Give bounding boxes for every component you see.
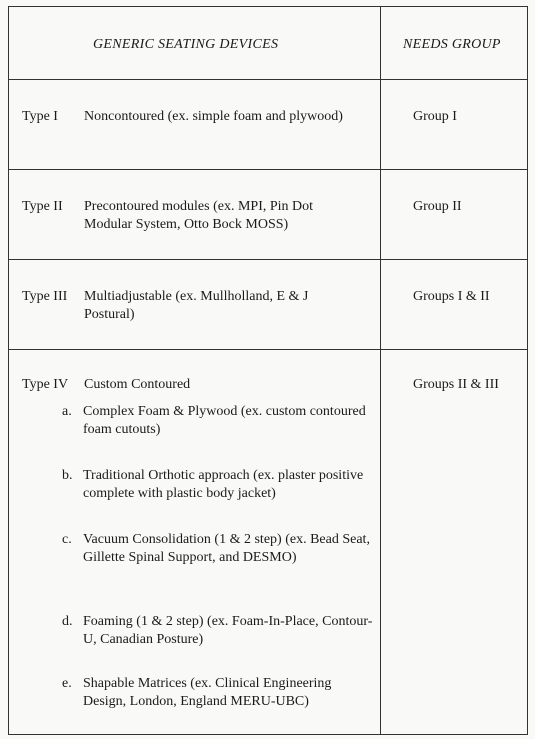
subitem (62, 467, 377, 507)
subitem-letter: a. (62, 404, 72, 419)
subitem-text: Vacuum Consolidation (1 & 2 step) (ex. Bead Seat, Gillette Spinal Support, and DESMO) (83, 532, 370, 565)
subitem-letter: e. (62, 676, 72, 691)
subitem-letter: d. (62, 614, 73, 629)
row-needs-group: Groups I & II (413, 289, 490, 304)
subitem-text: Shapable Matrices (ex. Clinical Engineering Design, London, England MERU-UBC) (83, 676, 332, 709)
header-needs-group: NEEDS GROUP (403, 37, 501, 52)
row-description: Precontoured modules (ex. MPI, Pin Dot Modular System, Otto Bock MOSS) (84, 199, 314, 232)
header-devices: GENERIC SEATING DEVICES (93, 37, 279, 52)
subitem (62, 613, 377, 653)
row-divider (9, 349, 527, 350)
row-needs-group: Group II (413, 199, 462, 214)
row-divider (9, 259, 527, 260)
row-description: Noncontoured (ex. simple foam and plywood) (84, 109, 343, 124)
row-type: Type III (22, 289, 68, 304)
column-divider (380, 7, 381, 734)
row-divider (9, 79, 527, 80)
row-divider (9, 169, 527, 170)
subitem-text: Traditional Orthotic approach (ex. plaster positive complete with plastic body jacket) (83, 468, 364, 501)
subitem-letter: b. (62, 468, 73, 483)
subitem (62, 531, 377, 589)
seating-table (8, 6, 528, 735)
subitem-text: Complex Foam & Plywood (ex. custom contoured foam cutouts) (83, 404, 366, 437)
row-description: Custom Contoured (84, 377, 191, 392)
row-description: Multiadjustable (ex. Mullholland, E & J Postural) (84, 289, 309, 322)
subitem-letter: c. (62, 532, 72, 547)
subitem (62, 675, 377, 715)
row-needs-group: Groups II & III (413, 377, 499, 392)
row-type: Type II (22, 199, 63, 214)
row-needs-group: Group I (413, 109, 457, 124)
subitem (62, 403, 377, 443)
row-type: Type IV (22, 377, 69, 392)
row-type: Type I (22, 109, 58, 124)
subitem-text: Foaming (1 & 2 step) (ex. Foam-In-Place, Contour-U, Canadian Posture) (83, 614, 373, 647)
